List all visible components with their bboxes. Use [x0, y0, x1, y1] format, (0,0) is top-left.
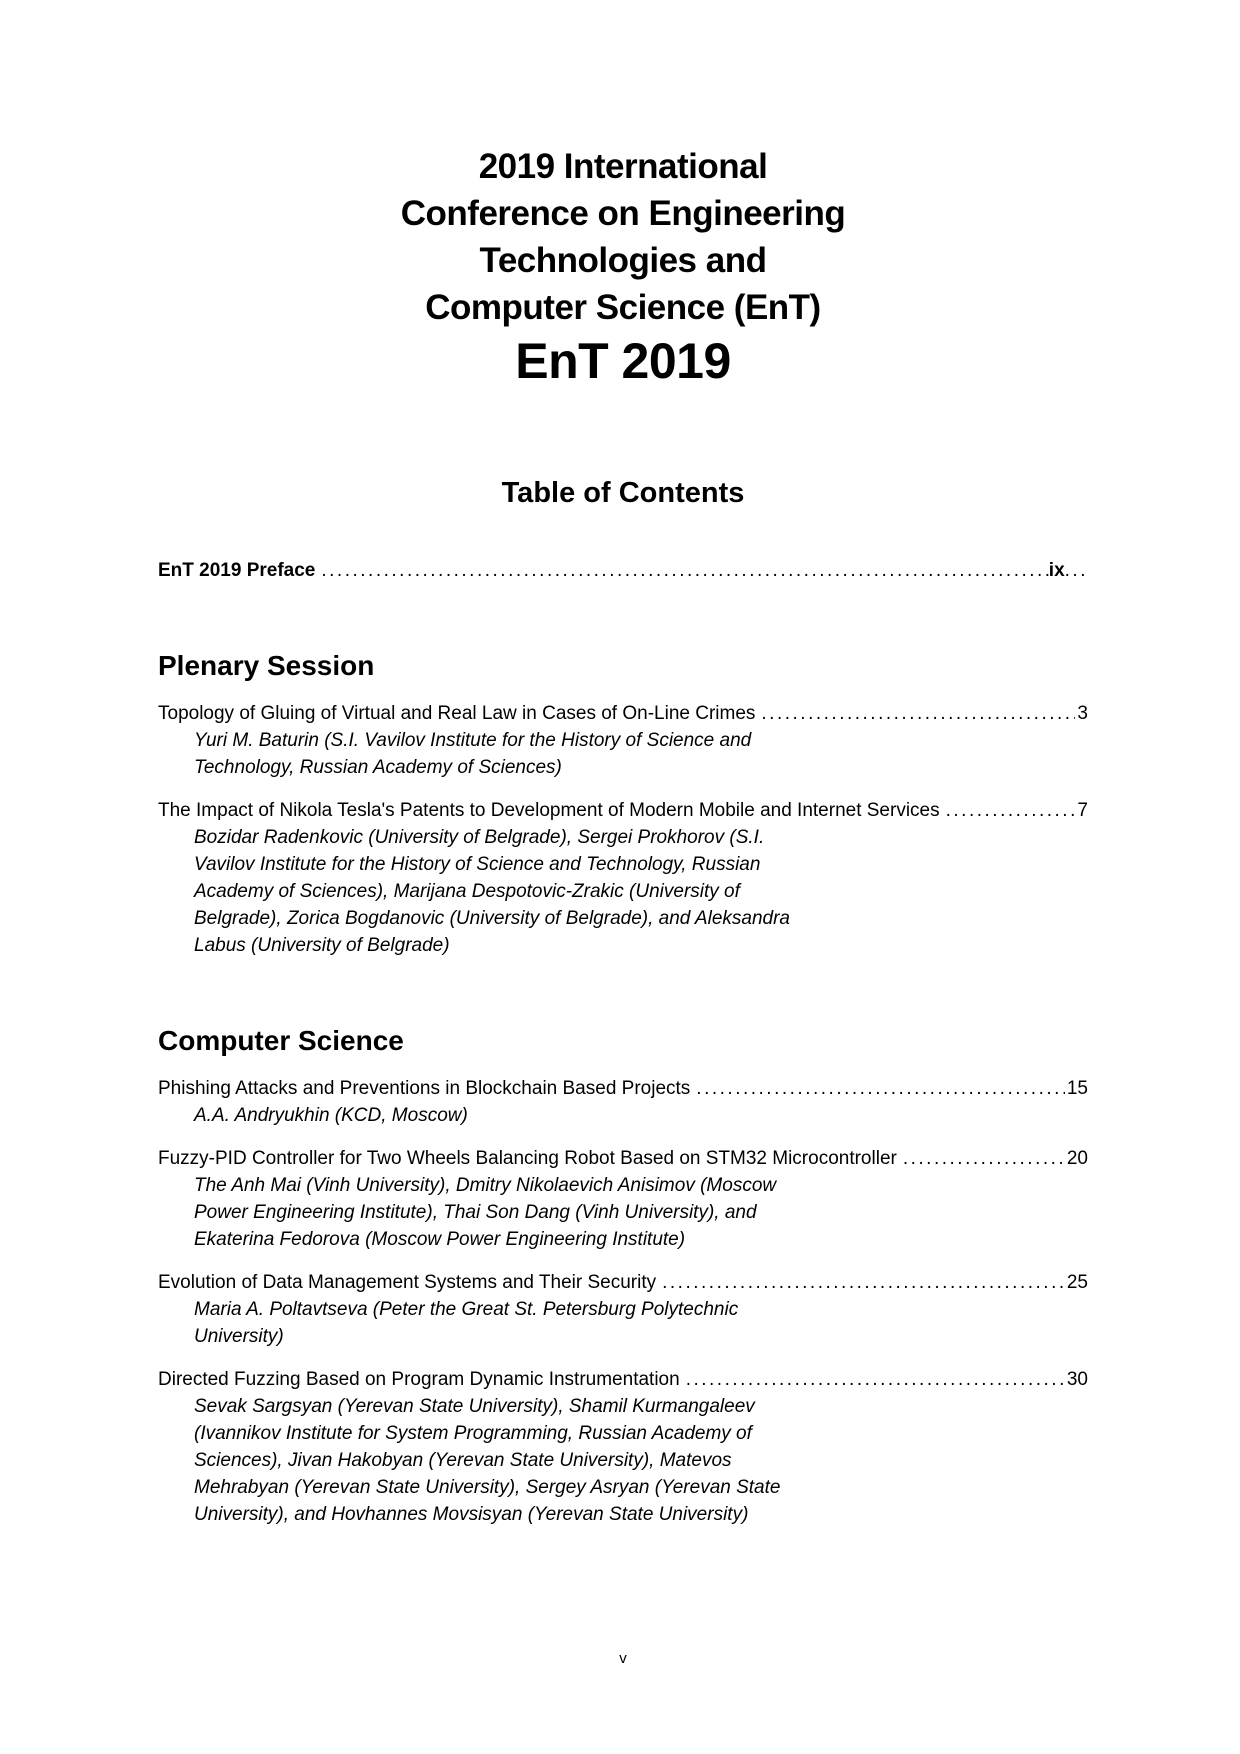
- section-heading: Plenary Session: [158, 650, 375, 681]
- author-line: Sciences), Jivan Hakobyan (Yerevan State University), Matevos: [194, 1450, 732, 1471]
- entry-title: Topology of Gluing of Virtual and Real Law in Cases of On-Line Crimes: [158, 703, 756, 724]
- entry-title: Phishing Attacks and Preventions in Blockchain Based Projects: [158, 1078, 691, 1099]
- section-entries: [158, 700, 1088, 959]
- entry-title-line: [158, 1366, 1088, 1393]
- dot-leader: [897, 1145, 1065, 1172]
- toc-heading: Table of Contents: [501, 477, 745, 509]
- entry-title: The Impact of Nikola Tesla's Patents to Development of Modern Mobile and Internet Services: [158, 800, 940, 821]
- toc-entry: [158, 1269, 1088, 1350]
- author-line: Mehrabyan (Yerevan State University), Sergey Asryan (Yerevan State: [194, 1477, 781, 1498]
- entry-title: Fuzzy-PID Controller for Two Wheels Balancing Robot Based on STM32 Microcontroller: [158, 1148, 897, 1169]
- toc-entry: [158, 1145, 1088, 1253]
- author-line: Academy of Sciences), Marijana Despotovic-Zrakic (University of: [194, 881, 740, 902]
- author-line: (Ivannikov Institute for System Programming, Russian Academy of: [194, 1423, 752, 1444]
- preface-trailing-dots: ...: [1064, 560, 1088, 581]
- entry-page-number: 25: [1066, 1272, 1088, 1293]
- author-line: Vavilov Institute for the History of Science and Technology, Russian: [194, 854, 761, 875]
- entry-title: Directed Fuzzing Based on Program Dynamic Instrumentation: [158, 1369, 680, 1390]
- dot-leader: [690, 1075, 1065, 1102]
- author-line: Labus (University of Belgrade): [194, 935, 450, 956]
- dot-leader: [315, 557, 1048, 584]
- author-line: Bozidar Radenkovic (University of Belgrade), Sergei Prokhorov (S.I.: [194, 827, 765, 848]
- conference-title-line: Conference on Engineering: [400, 194, 846, 233]
- conference-title-line: Computer Science (EnT): [425, 288, 821, 327]
- dot-leader: [680, 1366, 1065, 1393]
- preface-page-number: ix: [1048, 560, 1065, 581]
- toc-entry: [158, 1366, 1088, 1528]
- conference-title-line: Technologies and: [479, 241, 767, 280]
- entry-page-number: 3: [1077, 703, 1088, 724]
- toc-entry: [158, 700, 1088, 781]
- toc-section: [158, 648, 1088, 959]
- preface-label: EnT 2019 Preface: [158, 560, 316, 581]
- entry-authors: [194, 1172, 1088, 1253]
- dot-leader: [656, 1269, 1065, 1296]
- author-line: University): [194, 1326, 284, 1347]
- author-line: Maria A. Poltavtseva (Peter the Great St. Petersburg Polytechnic: [194, 1299, 739, 1320]
- toc-section: [158, 1023, 1088, 1528]
- author-line: Ekaterina Fedorova (Moscow Power Engineering Institute): [194, 1229, 686, 1250]
- toc-entry: [158, 1075, 1088, 1129]
- entry-page-number: 20: [1066, 1148, 1088, 1169]
- entry-authors: [194, 1296, 1088, 1350]
- author-line: Sevak Sargsyan (Yerevan State University), Shamil Kurmangaleev: [194, 1396, 755, 1417]
- entry-title-line: [158, 797, 1088, 824]
- entry-title: Evolution of Data Management Systems and Their Security: [158, 1272, 657, 1293]
- author-line: University), and Hovhannes Movsisyan (Yerevan State University): [194, 1504, 749, 1525]
- entry-title-line: [158, 1075, 1088, 1102]
- section-entries: [158, 1075, 1088, 1528]
- preface-toc-line: [158, 557, 1088, 584]
- author-line: The Anh Mai (Vinh University), Dmitry Nikolaevich Anisimov (Moscow: [194, 1175, 777, 1196]
- author-line: A.A. Andryukhin (KCD, Moscow): [194, 1105, 468, 1126]
- entry-title-line: [158, 700, 1088, 727]
- dot-leader: [940, 797, 1076, 824]
- author-line: Power Engineering Institute), Thai Son Dang (Vinh University), and: [194, 1202, 757, 1223]
- page-footer-number: v: [619, 1650, 627, 1667]
- entry-authors: [194, 727, 1088, 781]
- entry-page-number: 15: [1066, 1078, 1088, 1099]
- entry-authors: [194, 824, 1088, 959]
- entry-page-number: 30: [1066, 1369, 1088, 1390]
- toc-entry: [158, 797, 1088, 959]
- entry-authors: [194, 1393, 1088, 1528]
- author-line: Yuri M. Baturin (S.I. Vavilov Institute for the History of Science and: [194, 730, 752, 751]
- entry-title-line: [158, 1145, 1088, 1172]
- entry-page-number: 7: [1077, 800, 1088, 821]
- conference-acronym: EnT 2019: [515, 333, 731, 389]
- section-heading: Computer Science: [158, 1025, 404, 1056]
- dot-leader: [755, 700, 1075, 727]
- conference-title: [158, 0, 1088, 389]
- toc-sections: [158, 648, 1088, 1528]
- conference-title-line: 2019 International: [478, 147, 768, 186]
- entry-title-line: [158, 1269, 1088, 1296]
- author-line: Belgrade), Zorica Bogdanovic (University of Belgrade), and Aleksandra: [194, 908, 790, 929]
- entry-authors: [194, 1102, 1088, 1129]
- author-line: Technology, Russian Academy of Sciences): [194, 757, 562, 778]
